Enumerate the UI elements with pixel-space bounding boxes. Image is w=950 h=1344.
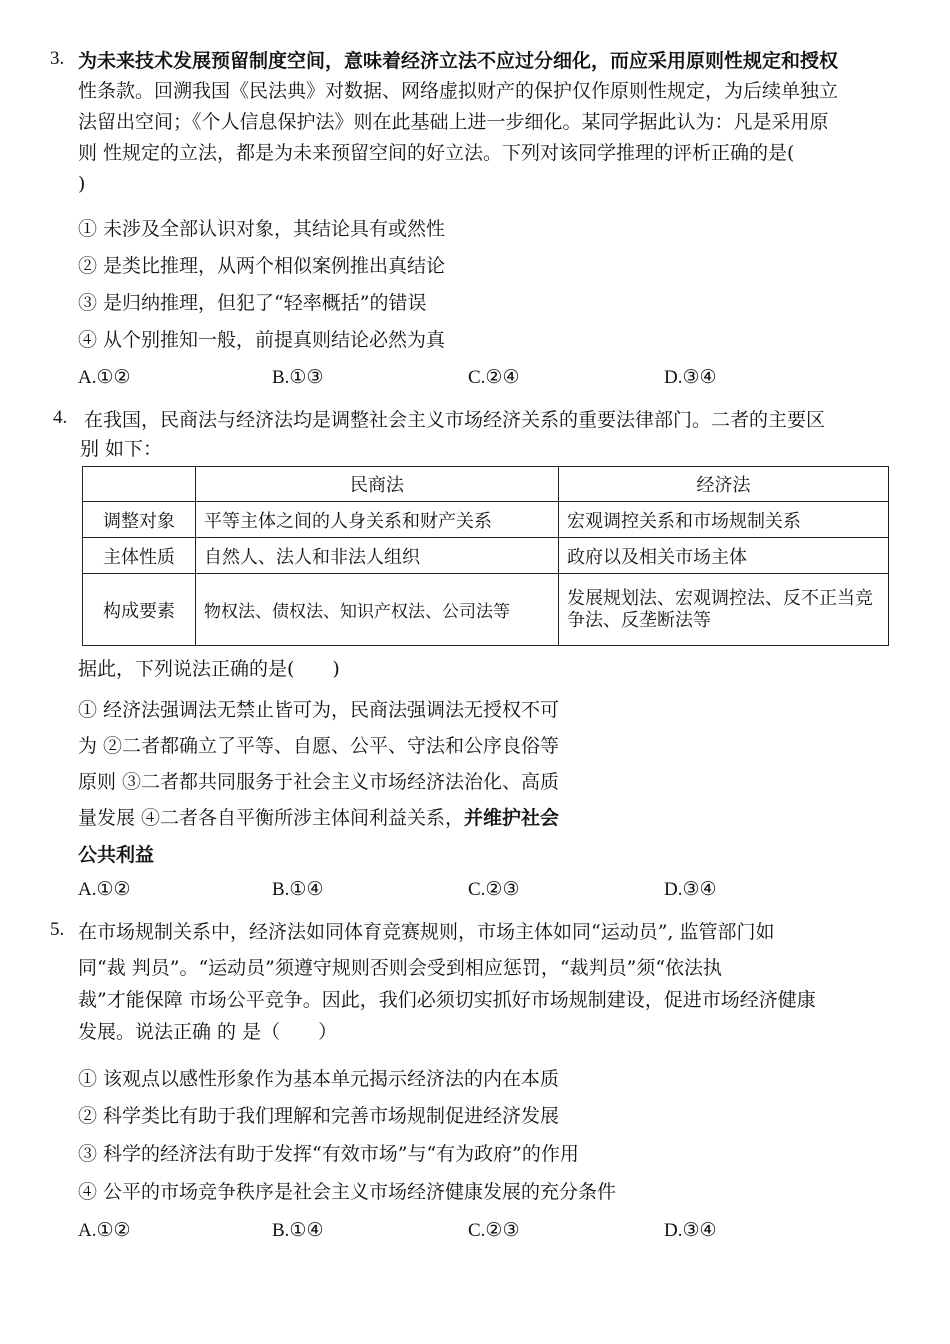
table-row (83, 574, 889, 646)
table-cell: 物权法、债权法、知识产权法、公司法等 (196, 574, 559, 646)
statement-line: 原则 ③二者都共同服务于社会主义市场经济法治化、高质 (78, 771, 560, 793)
table-cell: 构成要素 (83, 574, 196, 646)
question-stem-line: 同“裁 判员”。“运动员”须遵守规则否则会受到相应惩罚，“裁判员”须“依法执 (78, 957, 723, 979)
answer-option-a[interactable]: A.①② (78, 367, 131, 388)
table-cell: 调整对象 (83, 502, 196, 538)
answer-option-b[interactable]: B.①④ (272, 1220, 324, 1241)
question-stem-line: 法留出空间；《个人信息保护法》则在此基础上进一步细化。某同学据此认为：凡是采用原 (78, 111, 829, 133)
question-number: 5. (50, 919, 65, 940)
question-prompt: 据此，下列说法正确的是( ) (78, 658, 340, 680)
table-row (83, 538, 889, 574)
table-cell: 自然人、法人和非法人组织 (196, 538, 559, 574)
answer-option-a[interactable]: A.①② (78, 1220, 131, 1241)
answer-option-a[interactable]: A.①② (78, 879, 131, 900)
table-header-cell: 经济法 (559, 467, 889, 502)
table-header-row (83, 467, 889, 502)
answer-option-c[interactable]: C.②④ (468, 367, 520, 388)
statement-item: ④ 从个别推知一般，前提真则结论必然为真 (78, 329, 446, 351)
table-cell: 主体性质 (83, 538, 196, 574)
answer-option-d[interactable]: D.③④ (664, 367, 717, 388)
question-stem-line: 裁”才能保障 市场公平竞争。因此，我们必须切实抓好市场规制建设，促进市场经济健康 (78, 989, 816, 1011)
statement-item: ② 是类比推理，从两个相似案例推出真结论 (78, 255, 446, 277)
question-stem-line: 别 如下： (80, 438, 163, 460)
statement-line-bold: 并维护社会 (464, 807, 560, 829)
question-stem-line: 性条款。回溯我国《民法典》对数据、网络虚拟财产的保护仅作原则性规定，为后续单独立 (78, 80, 839, 102)
table-cell: 宏观调控关系和市场规制关系 (559, 502, 889, 538)
table-header-cell: 民商法 (196, 467, 559, 502)
statement-line: 为 ②二者都确立了平等、自愿、公平、守法和公序良俗等 (78, 735, 560, 757)
table-cell: 政府以及相关市场主体 (559, 538, 889, 574)
table-cell: 发展规划法、宏观调控法、反不正当竞争法、反垄断法等 (559, 574, 889, 646)
table-header-cell (83, 467, 196, 502)
answer-option-d[interactable]: D.③④ (664, 1220, 717, 1241)
statement-line: ① 经济法强调法无禁止皆可为，民商法强调法无授权不可 (78, 699, 560, 721)
question-number: 4. (53, 407, 68, 428)
statement-item: ③ 科学的经济法有助于发挥“有效市场”与“有为政府”的作用 (78, 1143, 579, 1165)
question-stem-line: 发展。说法正确 的 是（ ） (78, 1021, 338, 1043)
answer-option-b[interactable]: B.①④ (272, 879, 324, 900)
answer-option-c[interactable]: C.②③ (468, 879, 520, 900)
statement-item: ① 该观点以感性形象作为基本单元揭示经济法的内在本质 (78, 1068, 560, 1090)
statement-line (78, 805, 559, 831)
table-cell: 平等主体之间的人身关系和财产关系 (196, 502, 559, 538)
statement-item: ① 未涉及全部认识对象，其结论具有或然性 (78, 218, 446, 240)
question-number: 3. (50, 48, 65, 69)
statement-line-bold: 公共利益 (78, 844, 155, 866)
answer-option-c[interactable]: C.②③ (468, 1220, 520, 1241)
statement-item: ② 科学类比有助于我们理解和完善市场规制促进经济发展 (78, 1105, 560, 1127)
statement-line-text: 量发展 ④二者各自平衡所涉主体间利益关系， (78, 807, 465, 829)
comparison-table (82, 466, 889, 646)
question-stem-line: 在我国，民商法与经济法均是调整社会主义市场经济关系的重要法律部门。二者的主要区 (84, 409, 826, 431)
answer-option-b[interactable]: B.①③ (272, 367, 324, 388)
answer-option-d[interactable]: D.③④ (664, 879, 717, 900)
question-stem-line: 在市场规制关系中，经济法如同体育竞赛规则，市场主体如同“运动员”, 监管部门如 (78, 921, 775, 943)
question-stem-line: 则 性规定的立法，都是为未来预留空间的好立法。下列对该同学推理的评析正确的是( (78, 142, 795, 164)
question-stem-line: ) (78, 173, 86, 195)
statement-item: ④ 公平的市场竞争秩序是社会主义市场经济健康发展的充分条件 (78, 1181, 617, 1203)
table-row (83, 502, 889, 538)
statement-item: ③ 是归纳推理，但犯了“轻率概括”的错误 (78, 292, 427, 314)
question-stem-bold: 为未来技术发展预留制度空间，意味着经济立法不应过分细化，而应采用原则性规定和授权 (78, 50, 839, 72)
